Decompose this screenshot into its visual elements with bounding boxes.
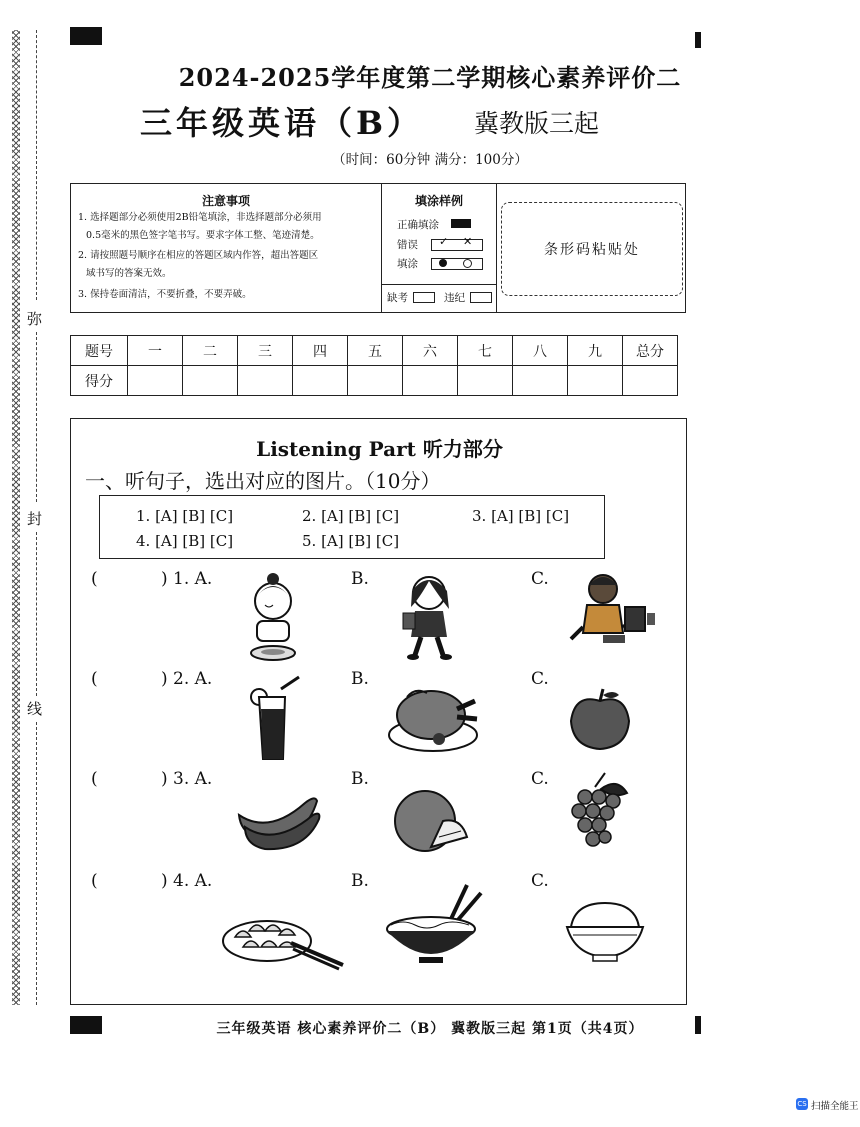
score-cell[interactable] [458, 366, 513, 396]
answer-option-row[interactable]: 5. [A] [B] [C] [302, 532, 400, 550]
rice-bowl-icon [565, 897, 645, 963]
notice-title: 注意事项 [201, 194, 250, 208]
score-cell[interactable] [348, 366, 403, 396]
orange-icon [391, 787, 469, 857]
question-number: ) 3. A. [161, 769, 213, 789]
score-cell[interactable] [403, 366, 458, 396]
violation-checkbox[interactable] [470, 292, 492, 303]
absent-label: 缺考 [387, 292, 408, 304]
answer-paren-open[interactable]: ( [91, 569, 98, 589]
edition-label: 冀教版三起 [474, 109, 600, 138]
sample-wrong-label-2: 填涂 [397, 258, 418, 270]
sample-wrong-label: 错误 [397, 239, 418, 251]
notice-line: 1. 选择题部分必须使用2B铅笔填涂，非选择题部分必须用 [78, 212, 322, 223]
girl-eating-icon [243, 569, 303, 664]
answer-paren-open[interactable]: ( [91, 871, 98, 891]
score-table [70, 335, 678, 396]
score-cell[interactable] [293, 366, 348, 396]
option-b-label: B. [351, 871, 369, 891]
score-header-cell: 五 [348, 336, 403, 366]
score-table-header-row [71, 336, 678, 366]
question-number: ) 1. A. [161, 569, 213, 589]
option-c-label: C. [531, 569, 549, 589]
notice-line: 2. 请按照题号顺序在相应的答题区域内作答，超出答题区 [78, 250, 319, 261]
notice-box [70, 183, 686, 313]
score-header-cell: 总分 [623, 336, 678, 366]
answer-option-row[interactable]: 3. [A] [B] [C] [472, 507, 570, 525]
notice-line: 3. 保持卷面清洁，不要折叠，不要弄破。 [78, 289, 252, 300]
subject-title: 三年级英语（B） [140, 104, 424, 142]
section-heading: 一、听句子，选出对应的图片。（10分） [85, 469, 441, 493]
score-cell[interactable] [128, 366, 183, 396]
score-row-label: 得分 [71, 366, 128, 396]
page-footer: 三年级英语 核心素养评价二（B） 冀教版三起 第1页（共4页） [216, 1021, 644, 1037]
option-c-label: C. [531, 871, 549, 891]
seal-line [36, 532, 37, 696]
scanner-app-name: 扫描全能王 [811, 1101, 859, 1112]
sample-title: 填涂样例 [414, 194, 463, 208]
exam-title: 2024-2025学年度第二学期核心素养评价二 [178, 63, 682, 92]
answer-option-row[interactable]: 4. [A] [B] [C] [136, 532, 234, 550]
time-info: （时间：60分钟 满分：100分） [332, 152, 528, 168]
score-header-cell: 六 [403, 336, 458, 366]
score-header-cell: 八 [513, 336, 568, 366]
check-icon: ✓ [439, 235, 449, 248]
bananas-icon [235, 789, 323, 851]
juice-glass-icon [251, 677, 301, 762]
option-b-label: B. [351, 669, 369, 689]
score-cell[interactable] [623, 366, 678, 396]
sample-correct-label: 正确填涂 [397, 219, 439, 231]
score-cell[interactable] [568, 366, 623, 396]
notice-divider [496, 184, 497, 312]
seal-line [36, 332, 37, 502]
grapes-icon [565, 773, 631, 855]
absent-checkbox[interactable] [413, 292, 435, 303]
notice-line: 域书写的答案无效。 [86, 268, 172, 279]
seal-char-feng: 封 [27, 510, 43, 528]
question-number: ) 2. A. [161, 669, 213, 689]
registration-mark-top-right [695, 32, 701, 48]
option-c-label: C. [531, 669, 549, 689]
score-header-cell: 题号 [71, 336, 128, 366]
answer-sheet-box [99, 495, 605, 559]
filled-box-sample [451, 219, 471, 228]
notice-divider [381, 284, 496, 285]
registration-mark-top-left [70, 27, 102, 45]
violation-label: 违纪 [444, 292, 465, 304]
score-cell[interactable] [513, 366, 568, 396]
score-header-cell: 二 [183, 336, 238, 366]
circle-icon [463, 259, 472, 268]
answer-paren-open[interactable]: ( [91, 769, 98, 789]
listening-section [70, 418, 687, 1005]
binding-edge [12, 30, 20, 1005]
question-number: ) 4. A. [161, 871, 213, 891]
registration-mark-bottom-right [695, 1016, 701, 1034]
score-header-cell: 四 [293, 336, 348, 366]
answer-option-row[interactable]: 2. [A] [B] [C] [302, 507, 400, 525]
seal-char-mi: 弥 [27, 310, 43, 328]
girl-walking-icon [397, 569, 467, 664]
notice-divider [381, 184, 382, 312]
noodles-bowl-icon [385, 885, 481, 967]
option-c-label: C. [531, 769, 549, 789]
barcode-area: 条形码粘贴处 [501, 202, 683, 296]
score-header-cell: 三 [238, 336, 293, 366]
score-cell[interactable] [238, 366, 293, 396]
answer-option-row[interactable]: 1. [A] [B] [C] [136, 507, 234, 525]
score-cell[interactable] [183, 366, 238, 396]
notice-line: 0.5毫米的黑色签字笔书写。要求字体工整、笔迹清楚。 [86, 230, 320, 241]
boy-cooking-icon [567, 569, 662, 649]
score-header-cell: 九 [568, 336, 623, 366]
score-header-cell: 一 [128, 336, 183, 366]
option-b-label: B. [351, 569, 369, 589]
score-table-score-row [71, 366, 678, 396]
seal-char-xian: 线 [27, 700, 43, 718]
listening-title: Listening Part 听力部分 [256, 437, 503, 461]
option-b-label: B. [351, 769, 369, 789]
apple-icon [567, 687, 633, 753]
dumplings-icon [221, 909, 345, 969]
cross-icon: ✕ [463, 235, 473, 248]
answer-paren-open[interactable]: ( [91, 669, 98, 689]
dot-icon [439, 259, 447, 267]
seal-line [36, 722, 37, 1005]
score-header-cell: 七 [458, 336, 513, 366]
scanner-logo-icon: CS [797, 1100, 807, 1108]
roast-chicken-icon [387, 683, 482, 755]
